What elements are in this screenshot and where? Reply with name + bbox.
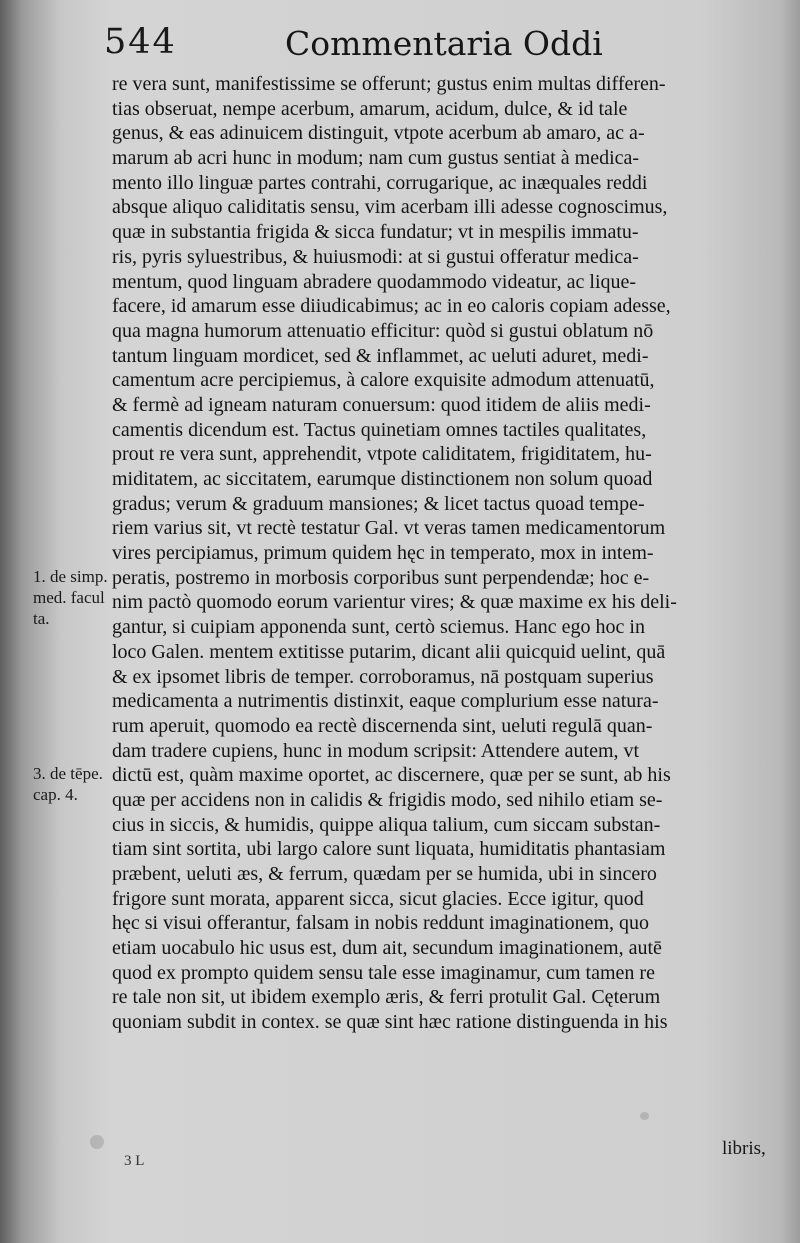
text-line: dam tradere cupiens, hunc in modum scripsit: Attendere autem, vt xyxy=(112,739,640,762)
text-line: gantur, si cuipiam apponenda sunt, certò sciemus. Hanc ego hoc in xyxy=(112,616,645,639)
text-line: miditatem, ac siccitatem, earumque distinctionem non solum quoad xyxy=(112,468,653,490)
signature-mark: 3 L xyxy=(124,1153,145,1169)
text-line: facere, id amarum esse diiudicabimus; ac in eo caloris copiam adesse, xyxy=(112,295,671,318)
ink-stain xyxy=(90,1135,104,1149)
margin-note xyxy=(33,566,113,629)
text-line: & ex ipsomet libris de temper. corroboramus, nā postquam superius xyxy=(112,665,654,688)
text-line: genus, & eas adinuicem distinguit, vtpote acerbum ab amaro, ac a- xyxy=(112,122,645,145)
text-line: medicamenta a nutrimentis distinxit, eaque complurium esse natura- xyxy=(112,690,659,713)
text-line: quæ in substantia frigida & sicca fundatur; vt in mespilis immatu- xyxy=(112,221,639,244)
text-line: vires percipiamus, primum quidem hęc in temperato, mox in intem- xyxy=(112,542,654,565)
text-line: nim pactò quomodo eorum varientur vires; & quæ maxime ex his deli- xyxy=(112,591,677,614)
margin-note-line: 1. de simp. xyxy=(33,567,108,586)
margin-note-line: 3. de tēpe. xyxy=(33,764,103,783)
text-line: loco Galen. mentem extitisse putarim, dicant alii quicquid uelint, quā xyxy=(112,640,666,663)
text-line: re vera sunt, manifestissime se offerunt; gustus enim multas differen- xyxy=(112,73,666,95)
running-title: Commentaria Oddi xyxy=(285,24,603,63)
text-line: peratis, postremo in morbosis corporibus sunt perpendendæ; hoc e- xyxy=(112,566,650,589)
text-line: tias obseruat, nempe acerbum, amarum, acidum, dulce, & id tale xyxy=(112,97,628,120)
main-text-block xyxy=(112,72,767,1035)
margin-note-line: cap. 4. xyxy=(33,785,78,804)
text-line: præbent, ueluti æs, & ferrum, quædam per se humida, ubi in sincero xyxy=(112,863,657,885)
text-line: absque aliquo caliditatis sensu, vim acerbam illi adesse cognoscimus, xyxy=(112,196,668,219)
catchword: libris, xyxy=(722,1138,766,1159)
text-line: etiam uocabulo hic usus est, dum ait, secundum imaginationem, autē xyxy=(112,937,662,960)
text-line: mento illo linguæ partes contrahi, corrugarique, ac inæquales reddi xyxy=(112,171,648,194)
margin-note-line: ta. xyxy=(33,609,50,628)
text-line: hęc si visui offerantur, falsam in nobis reddunt imaginationem, quo xyxy=(112,912,650,935)
text-line: quæ per accidens non in calidis & frigidis modo, sed nihilo etiam se- xyxy=(112,788,663,811)
text-line: gradus; verum & graduum mansiones; & licet tactus quoad tempe- xyxy=(112,492,645,515)
text-line: qua magna humorum attenuatio efficitur: quòd si gustui oblatum nō xyxy=(112,319,654,342)
text-line: & fermè ad igneam naturam conuersum: quod itidem de aliis medi- xyxy=(112,393,651,416)
text-line: quod ex prompto quidem sensu tale esse imaginamur, cum tamen re xyxy=(112,961,655,984)
text-line: camentis dicendum est. Tactus quinetiam omnes tactiles qualitates, xyxy=(112,418,647,441)
text-line: tiam sint sortita, ubi largo calore sunt liquata, humiditatis phantasiam xyxy=(112,838,666,861)
page-number: 544 xyxy=(104,22,177,62)
text-line: dictū est, quàm maxime oportet, ac discernere, quæ per se sunt, ab his xyxy=(112,764,671,787)
text-line: prout re vera sunt, apprehendit, vtpote caliditatem, frigiditatem, hu- xyxy=(112,443,652,466)
text-line: re tale non sit, ut ibidem exemplo æris, & ferri protulit Gal. Cęterum xyxy=(112,986,661,1009)
text-line: cius in siccis, & humidis, quippe aliqua talium, cum siccam substan- xyxy=(112,813,661,836)
text-line: quoniam subdit in contex. se quæ sint hæc ratione distinguenda in his xyxy=(112,1011,668,1034)
text-line: mentum, quod linguam abradere quodammodo videatur, ac lique- xyxy=(112,270,637,293)
text-line: ris, pyris syluestribus, & huiusmodi: at si gustui offeratur medica- xyxy=(112,245,639,268)
page-header xyxy=(0,22,800,72)
margin-note xyxy=(33,763,113,805)
text-line: camentum acre percipiemus, à calore exquisite admodum attenuatū, xyxy=(112,369,655,392)
margin-note-line: med. facul xyxy=(33,588,105,607)
text-line: tantum linguam mordicet, sed & inflammet, ac ueluti aduret, medi- xyxy=(112,344,649,367)
ink-stain xyxy=(640,1112,649,1120)
text-line: marum ab acri hunc in modum; nam cum gustus sentiat à medica- xyxy=(112,147,640,170)
text-line: riem varius sit, vt rectè testatur Gal. vt veras tamen medicamentorum xyxy=(112,517,666,540)
text-line: rum aperuit, quomodo ea rectè discernenda sint, ueluti regulā quan- xyxy=(112,714,653,737)
text-line: frigore sunt morata, apparent sicca, sicut glacies. Ecce igitur, quod xyxy=(112,887,644,910)
